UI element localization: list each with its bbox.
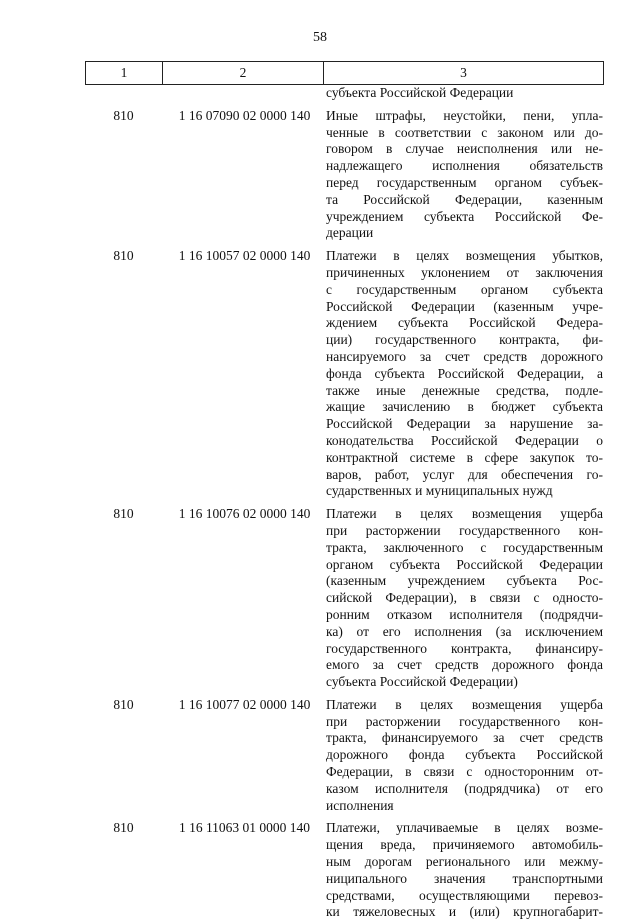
description-line: фонда субъекта Российской Федерации, а [326, 365, 603, 381]
description-line: сударственных и муниципальных нужд [326, 483, 553, 499]
page-number: 58 [313, 30, 327, 45]
description-line: учреждением субъекта Российской Фе- [326, 208, 603, 224]
description-line: сийской Федерации), в связи с односто- [326, 590, 603, 606]
description-line: ным дорогам регионального или межму- [326, 854, 603, 870]
kbk-code: 1 16 07090 02 0000 140 [178, 107, 311, 123]
description-line: средствами, осуществляющими перевоз- [326, 887, 603, 903]
continuation-row [85, 85, 603, 102]
header-col-3: 3 [324, 62, 604, 85]
description-line: дорожного фонда субъекта Российской [326, 747, 603, 763]
description-line: контрактной системе в сфере закупок то- [326, 449, 603, 465]
description-line: Платежи, уплачиваемые в целях возме- [326, 820, 603, 836]
description-line: нансируемого за счет средств дорожного [326, 348, 603, 364]
description-line: ниципального значения транспортными [326, 870, 603, 886]
description-line: говором в случае неисполнения или не- [326, 141, 603, 157]
description [323, 506, 603, 691]
description-line: (казенным учреждением субъекта Рос- [326, 573, 603, 589]
description-line: субъекта Российской Федерации [326, 85, 514, 100]
description-line: ронним отказом исполнителя (подрядчи- [326, 606, 603, 622]
table-row [85, 820, 603, 921]
admin-code: 810 [113, 696, 134, 712]
header-col-2: 2 [163, 62, 324, 85]
description-line: исполнения [326, 797, 394, 813]
description-line: при расторжении государственного кон- [326, 522, 603, 538]
description-line: щения вреда, причиняемого автомобиль- [326, 837, 603, 853]
admin-code: 810 [113, 248, 134, 264]
description-line: с государственным органом субъекта [326, 281, 603, 297]
description-line: перед государственным органом субъек- [326, 174, 603, 190]
description-line: причиненных уклонением от заключения [326, 264, 603, 280]
table-row [85, 108, 603, 242]
description-line: ции) государственного контракта, фи- [326, 332, 603, 348]
description-line: дерации [326, 225, 374, 241]
description-line: емого за счет средств дорожного фонда [326, 657, 603, 673]
table-row [85, 248, 603, 500]
header-col-1: 1 [86, 62, 163, 85]
description-line: субъекта Российской Федерации) [326, 674, 518, 690]
admin-code: 810 [113, 506, 134, 522]
table-row [85, 697, 603, 815]
table-header [85, 61, 604, 85]
kbk-code: 1 16 10057 02 0000 140 [178, 248, 311, 264]
table-row [85, 506, 603, 691]
description [323, 85, 603, 102]
description-line: жащие зачислению в бюджет субъекта [326, 399, 603, 415]
description-line: Платежи в целях возмещения убытков, [326, 248, 603, 264]
description-line: Иные штрафы, неустойки, пени, упла- [326, 107, 603, 123]
description [323, 697, 603, 815]
kbk-code: 1 16 10076 02 0000 140 [178, 506, 311, 522]
description-line: Платежи в целях возмещения ущерба [326, 506, 603, 522]
description-line: ка) от его исполнения (за исключением [326, 623, 603, 639]
description [323, 108, 603, 242]
description-line: ки тяжеловесных и (или) крупногабарит- [326, 904, 603, 920]
description-line: надлежащего исполнения обязательств [326, 158, 603, 174]
description-line: Федерации, в связи с односторонним от- [326, 764, 603, 780]
description-line: казом исполнителя (подрядчика) от его [326, 780, 603, 796]
description-line: также иные денежные средства, подле- [326, 382, 603, 398]
description-line: тракта, финансируемого за счет средств [326, 730, 603, 746]
description-line: Российской Федерации за нарушение за- [326, 416, 603, 432]
description-line: Российской Федерации (казенным учре- [326, 298, 603, 314]
description-line: Платежи в целях возмещения ущерба [326, 696, 603, 712]
description [323, 248, 603, 500]
table-body [85, 85, 603, 921]
description-line: конодательства Российской Федерации о [326, 432, 603, 448]
description-line: та Российской Федерации, казенным [326, 191, 603, 207]
kbk-code: 1 16 10077 02 0000 140 [178, 696, 311, 712]
description-line: органом субъекта Российской Федерации [326, 556, 603, 572]
description-line: ждением субъекта Российской Федера- [326, 315, 603, 331]
description-line: при расторжении государственного кон- [326, 713, 603, 729]
description-line: варов, работ, услуг для обеспечения го- [326, 466, 603, 482]
admin-code: 810 [113, 820, 134, 836]
kbk-code: 1 16 11063 01 0000 140 [178, 820, 311, 836]
description-line: тракта, заключенного с государственным [326, 539, 603, 555]
description [323, 820, 603, 921]
admin-code: 810 [113, 107, 134, 123]
description-line: ченные в соответствии с законом или до- [326, 124, 603, 140]
description-line: государственного контракта, финансиру- [326, 640, 603, 656]
